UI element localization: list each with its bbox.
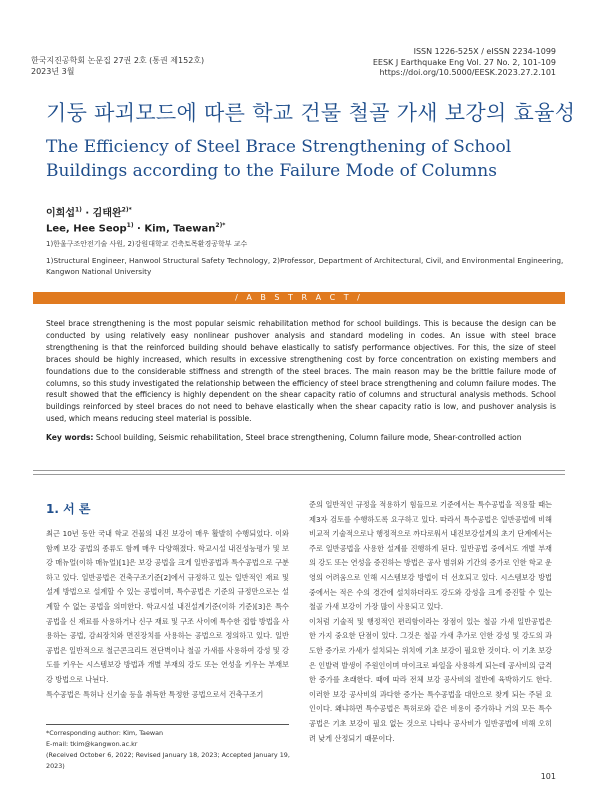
author-1-en-sup: 1)	[126, 222, 134, 229]
journal-name-ko: 한국지진공학회 논문집 27권 2호 (통권 제152호)	[31, 56, 205, 65]
issue-date-ko: 2023년 3월	[31, 67, 75, 76]
keywords	[46, 433, 556, 442]
correspondence-footnote	[46, 728, 296, 772]
author-1-ko: 이희섭	[46, 208, 75, 219]
corresponding-email[interactable]: E-mail: tkim@kangwon.ac.kr	[46, 740, 138, 748]
author-sep: ·	[81, 208, 93, 219]
author-sep-en: ·	[133, 223, 145, 235]
keywords-list: School building, Seismic rehabilitation, Steel brace strengthening, Column failure mode, Shear-controlled action	[93, 433, 522, 442]
author-2-en-sup: 2)*	[215, 222, 226, 229]
title-english: The Efficiency of Steel Brace Strengthening of School Buildings according to the Failure Mode of Columns	[46, 137, 512, 181]
affiliation-english: 1)Structural Engineer, Hanwool Structural Safety Technology, 2)Professor, Department of Architectural, Civil, and Environmental Engineering, Kangwon National University	[46, 256, 564, 276]
doi-link[interactable]: https://doi.org/10.5000/EESK.2023.27.2.101	[379, 68, 556, 77]
page-number: 101	[540, 772, 556, 781]
title-korean: 기둥 파괴모드에 따른 학교 건물 철골 가새 보강의 효율성	[46, 101, 576, 125]
keywords-label: Key words:	[46, 433, 94, 442]
journal-header-left	[31, 55, 204, 77]
received-dates: (Received October 6, 2022; Revised January 18, 2023; Accepted January 19, 2023)	[46, 751, 290, 770]
journal-header-right	[373, 47, 556, 79]
authors-english	[46, 222, 225, 234]
body-column-right: 준의 일반적인 규정을 적용하기 힘들므로 기준에서는 특수공법을 적용할 때는 제3자 검토를 수행하도록 요구하고 있다. 따라서 특수공법은 일반공법에 비해 비교적 기술적으로나 행정적으로 까다로워서 내진보강설계의 초기 단계에서는 주로 일반공법을 사용한 설계를 진행하게 된다. 일반공법 중에서도 개별 부재의 강도 또는 연성을 증진하는 방법은 공사 범위와 기간의 증가로 인한 학교 운영의 어려움으로 인해 시스템보강 방법이 더 선호되고 있다. 시스템보강 방법 중에서는 적은 수의 경간에 설치하더라도 강도와 강성을 크게 증진할 수 있는 철골 가새 보강이 가장 많이 사용되고 있다. 이처럼 기술적 및 행정적인 편리함이라는 장점이 있는 철골 가새 일반공법은 한 가지 중요한 단점이 있다. 그것은 철골 가새 추가로 인한 강성 및 강도의 과도한 증가로 가새가 설치되는 위치에 기초 보강이 필요한 것이다. 이 기초 보강은 인발력 발생이 주원인이며 마이크로 파일을 사용하게 되는데 공사비의 급격한 증가를 초래한다. 때에 따라 전체 보강 공사비의 절반에 육박하기도 한다. 이러한 보강 공사비의 과다한 증가는 특수공법을 대안으로 찾게 되는 주된 요인이다. 왜냐하면 특수공법은 특허로와 같은 비용이 증가하나 거의 모든 특수공법은 기초 보강이 필요 없는 것으로 나타나 공사비가 일반공법에 비해 오히려 낮게 산정되기 때문이다.	[309, 500, 552, 743]
abstract-text: Steel brace strengthening is the most popular seismic rehabilitation method for school buildings. This is because the design can be conducted by using relatively easy nonlinear pushover analysis and standard modeling in codes. An issue with steel brace strengthening is that the reinforced building should behave elastically to satisfy performance objectives. For this, the size of steel braces should be highly increased, which results in excessive strengthening cost by force concentration on existing members and foundations due to the considerable stiffness and strength of the steel braces. The main reason may be the brittle failure mode of columns, so this study investigated the relationship between the efficiency of steel brace strengthening and column failure modes. The result showed that the efficiency is highly dependent on the shear capacity ratio of columns and structural analysis methods. School buildings reinforced by steel braces do not need to behave elastically when the shear capacity ratio is low, and pushover analysis is used, which means reducing steel material is possible.	[46, 319, 556, 424]
journal-citation: EESK J Earthquake Eng Vol. 27 No. 2, 101-109	[372, 57, 556, 67]
footnote-divider	[46, 724, 289, 725]
body-column-left: 최근 10년 동안 국내 학교 건물의 내진 보강이 매우 활발히 수행되었다. 이와 함께 보강 공법의 종류도 함께 매우 다양해졌다. 학교시설 내진성능평가 및 보강 매뉴얼(이하 매뉴얼)[1]은 보강 공법을 크게 일반공법과 특수공법으로 구분하고 있다. 일반공법은 건축구조기준[2]에서 규정하고 있는 일반적인 재료 및 설계 방법으로 설계할 수 있는 공법이며, 특수공법은 기준의 규정만으로는 설계할 수 없는 공법을 의미한다. 학교시설 내진설계기준(이하 기준)[3]은 특수공법을 신 재료를 사용하거나 신구 재료 및 구조 사이에 특수한 접합 방법을 사용하는 공법, 감쇠장치와 면진장치를 사용하는 공법으로 정의하고 있다. 일반공법은 일반적으로 철근콘크리트 전단벽이나 철골 가새를 사용하여 강성 및 강도를 키우는 시스템보강 방법과 개별 부재의 강도 또는 연성을 키우는 부재보강 방법으로 나뉜다. 특수공법은 특허나 신기술 등을 취득한 특정한 공법으로서 건축구조기	[46, 529, 289, 699]
issn: ISSN 1226-525X / eISSN 2234-1099	[413, 47, 556, 56]
corresponding-author: *Corresponding author: Kim, Taewan	[46, 729, 164, 737]
author-1-en: Lee, Hee Seop	[46, 223, 127, 235]
section-title-introduction: 1. 서 론	[46, 502, 91, 516]
author-1-ko-sup: 1)	[74, 206, 82, 214]
divider-top	[33, 470, 565, 471]
affiliation-korean: 1)한울구조안전기술 사원, 2)강원대학교 건축토목환경공학부 교수	[46, 240, 248, 248]
divider-bottom	[33, 474, 565, 475]
author-2-ko-sup: 2)*	[121, 206, 132, 214]
abstract-banner: / A B S T R A C T /	[33, 292, 565, 304]
author-2-ko: 김태완	[92, 208, 122, 219]
author-2-en: Kim, Taewan	[144, 223, 216, 235]
authors-korean	[46, 204, 132, 219]
